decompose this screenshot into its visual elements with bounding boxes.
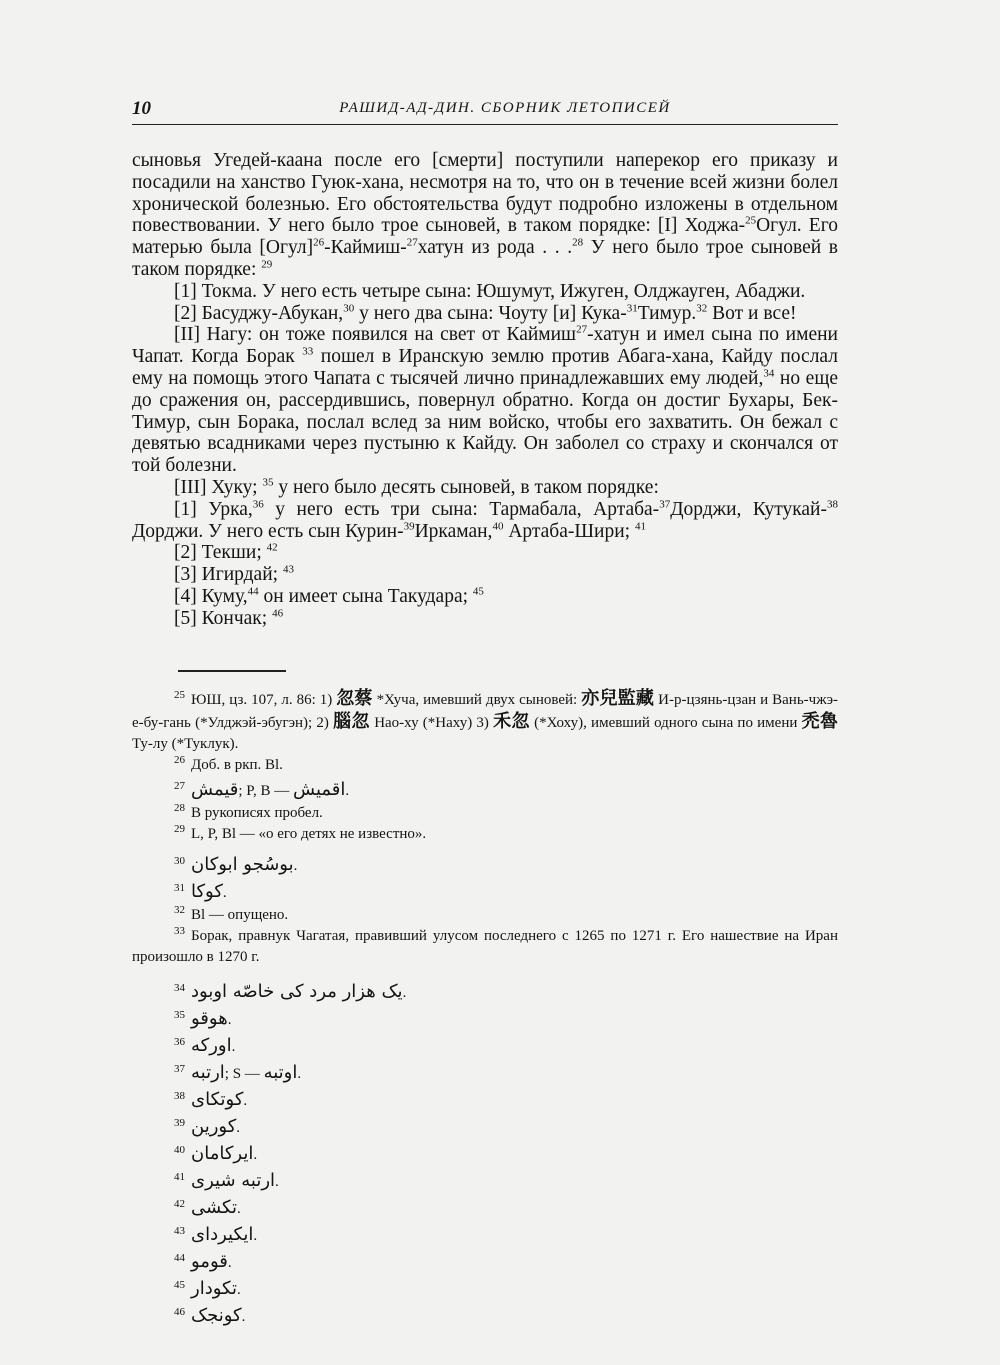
footnote-39: $^{39}$ کورین.: [174, 1116, 241, 1137]
footnote-33: $^{33}$ Борак, правнук Чагатая, правивший улусом последнего с 1265 по 1271 г. Его нашествие на Иран произошло в 1270 г.: [132, 925, 838, 965]
footnote-28: $^{28}$ В рукописях пробел.: [174, 802, 323, 821]
footnote-42: $^{42}$ تکشی.: [174, 1197, 241, 1218]
footnote-43: $^{43}$ ایکیردای.: [174, 1224, 258, 1245]
paragraph: [II] Нагу: он тоже появился на свет от Каймиш$^{27}$-хатун и имел сына по имени Чапат. Когда Борак $^{33}$ пошел в Иранскую землю против Абага-хана, Кайду послал ему на помощь этого Чапата с тысячей лично принадлежавших ему людей,$^{34}$ но еще до сражения он, рассердившись, повернул обратно. Когда он достиг Бухары, Бек-Тимур, сын Борака, послал вслед за ним войско, чтобы его захватить. Он бежал с девятью всадниками через пустыню к Кайду. Он заболел со страху и скончался от той болезни.: [132, 323, 838, 477]
footnote-31: $^{31}$ کوکا.: [174, 881, 227, 902]
footnote-45: $^{45}$ تکودار.: [174, 1278, 241, 1299]
footnote-44: $^{44}$ قومو.: [174, 1251, 232, 1272]
footnote-35: $^{35}$ هوقو.: [174, 1008, 232, 1029]
running-title: РАШИД-АД-ДИН. СБОРНИК ЛЕТОПИСЕЙ: [339, 100, 671, 116]
footnote-30: $^{30}$ بوسُجو ابوکان.: [174, 854, 298, 875]
footnotes: [132, 688, 838, 1329]
footnote-36: $^{36}$ اورکه.: [174, 1035, 236, 1056]
footnote-25: $^{25}$ ЮШ, цз. 107, л. 86: 1) 忽蔡 *Хуча, имевший двух сыновей: 亦兒監藏 И-р-цзянь-цзан и Вань-чжэ-е-бу-гань (*Улджэй-эбугэн); 2) 腦忽 Нао-ху (*Наху) 3) 禾忽 (*Хоху), имевший одного сына по имени 禿魯 Ту-лу (*Туклук).: [132, 688, 839, 752]
footnote-41: $^{41}$ ارتبه شیری.: [174, 1170, 279, 1191]
footnote-divider: [178, 670, 286, 672]
footnote-34: $^{34}$ یک هزار مرد کی خاصّه اوبود.: [174, 981, 407, 1002]
main-text: [132, 150, 838, 630]
paragraph: [1] Токма. У него есть четыре сына: Юшумут, Ижуген, Олджауген, Абаджи.: [174, 280, 806, 302]
footnote-27: $^{27}$ قیمش; P, B — اقمیش.: [174, 779, 350, 800]
footnote-26: $^{26}$ Доб. в ркп. Bl.: [174, 754, 283, 773]
list-item: [2] Текши; $^{42}$: [174, 541, 278, 564]
page-number: 10: [132, 98, 151, 119]
paragraph: сыновья Угедей-каана после его [смерти] поступили наперекор его приказу и посадили на ханство Гуюк-хана, несмотря на то, что он в течение всей жизни болел хронической болезнью. Его обстоятельства будут подробно изложены в отдельном повествовании. У него было трое сыновей, в таком порядке: [I] Ходжа-$^{25}$Огул. Его матерью была [Огул]$^{26}$-Каймиш-$^{27}$хатун из рода . . .$^{28}$ У него было трое сыновей в таком порядке: $^{29}$: [132, 150, 838, 280]
footnote-46: $^{46}$ کونجک.: [174, 1305, 246, 1326]
page-header: [132, 98, 838, 125]
list-item: [3] Игирдай; $^{43}$: [174, 563, 294, 586]
paragraph: [2] Басуджу-Абукан,$^{30}$ у него два сына: Чоуту [и] Кука-$^{31}$Тимур.$^{32}$ Вот и все!: [174, 302, 797, 324]
paragraph: [III] Хуку; $^{35}$ у него было десять сыновей, в таком порядке:: [174, 476, 659, 498]
footnote-40: $^{40}$ ایرکامان.: [174, 1143, 258, 1164]
list-item: [4] Куму,$^{44}$ он имеет сына Такудара; $^{45}$: [174, 585, 484, 607]
footnote-32: $^{32}$ Bl — опущено.: [174, 904, 289, 923]
paragraph: [1] Урка,$^{36}$ у него есть три сына: Тармабала, Артаба-$^{37}$Дорджи, Кутукай-$^{38}$ Дорджи. У него есть сын Курин-$^{39}$Иркаман,$^{40}$ Артаба-Шири; $^{41}$: [132, 498, 838, 542]
footnote-37: $^{37}$ ارتبه; S — اوتبه.: [174, 1062, 302, 1083]
list-item: [5] Кончак; $^{46}$: [174, 607, 284, 629]
footnote-29: $^{29}$ L, P, Bl — «о его детях не известно».: [174, 823, 427, 842]
footnote-38: $^{38}$ کوتکای.: [174, 1089, 248, 1110]
